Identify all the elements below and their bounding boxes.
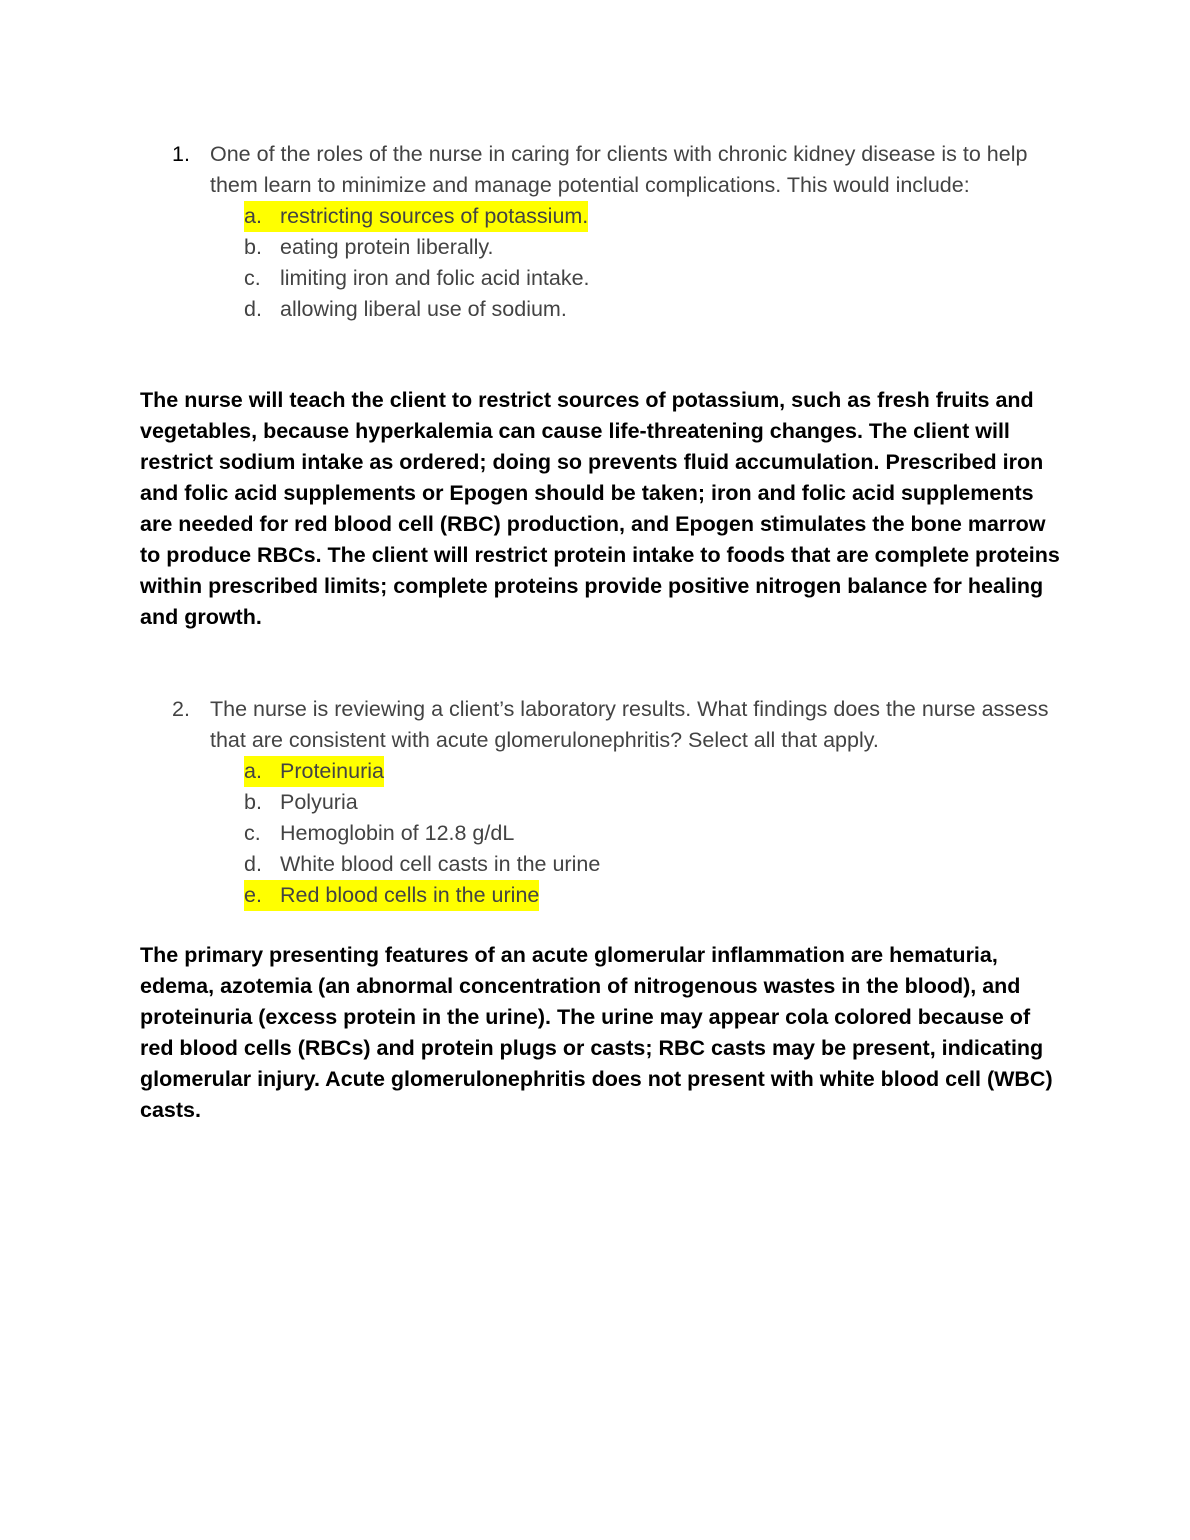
answer-options: [172, 201, 1052, 325]
rationale-1: The nurse will teach the client to restrict sources of potassium, such as fresh fruits and vegetables, because hyperkalemia can cause life-threatening changes. The client will restrict sodium intake as ordered; doing so prevents fluid accumulation. Prescribed iron and folic acid supplements or Epogen should be taken; iron and folic acid supplements are needed for red blood cell (RBC) production, and Epogen stimulates the bone marrow to produce RBCs. The client will restrict protein intake to foods that are complete proteins within prescribed limits; complete proteins provide positive nitrogen balance for healing and growth.: [140, 388, 1060, 629]
option-letter: e.: [244, 883, 262, 907]
option-text: allowing liberal use of sodium.: [280, 297, 567, 321]
answer-option-e: [244, 880, 1052, 911]
option-letter: a.: [244, 759, 262, 783]
option-letter: a.: [244, 204, 262, 228]
option-letter: b.: [244, 235, 262, 259]
question-2: [172, 694, 1052, 911]
option-text: White blood cell casts in the urine: [280, 852, 601, 876]
option-letter: c.: [244, 821, 261, 845]
question-text: The nurse is reviewing a client’s laboratory results. What findings does the nurse assess that are consistent with acute glomerulonephritis? Select all that apply.: [210, 697, 1049, 752]
answer-option-b: [244, 787, 1052, 818]
answer-option-c: [244, 263, 1052, 294]
answer-option-d: [244, 294, 1052, 325]
question-text: One of the roles of the nurse in caring for clients with chronic kidney disease is to help them learn to minimize and manage potential complications. This would include:: [210, 142, 1028, 197]
answer-option-d: [244, 849, 1052, 880]
option-text: limiting iron and folic acid intake.: [280, 266, 590, 290]
rationale-2: The primary presenting features of an acute glomerular inflammation are hematuria, edema, azotemia (an abnormal concentration of nitrogenous wastes in the blood), and proteinuria (excess protein in the urine). The urine may appear cola colored because of red blood cells (RBCs) and protein plugs or casts; RBC casts may be present, indicating glomerular injury. Acute glomerulonephritis does not present with white blood cell (WBC) casts.: [140, 943, 1053, 1122]
answer-option-a: [244, 201, 1052, 232]
option-letter: d.: [244, 852, 262, 876]
option-text: Red blood cells in the urine: [280, 883, 540, 907]
option-text: eating protein liberally.: [280, 235, 494, 259]
question-1: [172, 139, 1052, 325]
option-letter: c.: [244, 266, 261, 290]
answer-option-a: [244, 756, 1052, 787]
answer-option-c: [244, 818, 1052, 849]
option-text: restricting sources of potassium.: [280, 204, 589, 228]
option-letter: d.: [244, 297, 262, 321]
option-text: Proteinuria: [280, 759, 384, 783]
question-number: 2.: [172, 697, 190, 721]
option-text: Hemoglobin of 12.8 g/dL: [280, 821, 515, 845]
option-letter: b.: [244, 790, 262, 814]
answer-options: [172, 756, 1052, 911]
option-text: Polyuria: [280, 790, 358, 814]
answer-option-b: [244, 232, 1052, 263]
question-number: 1.: [172, 142, 190, 166]
